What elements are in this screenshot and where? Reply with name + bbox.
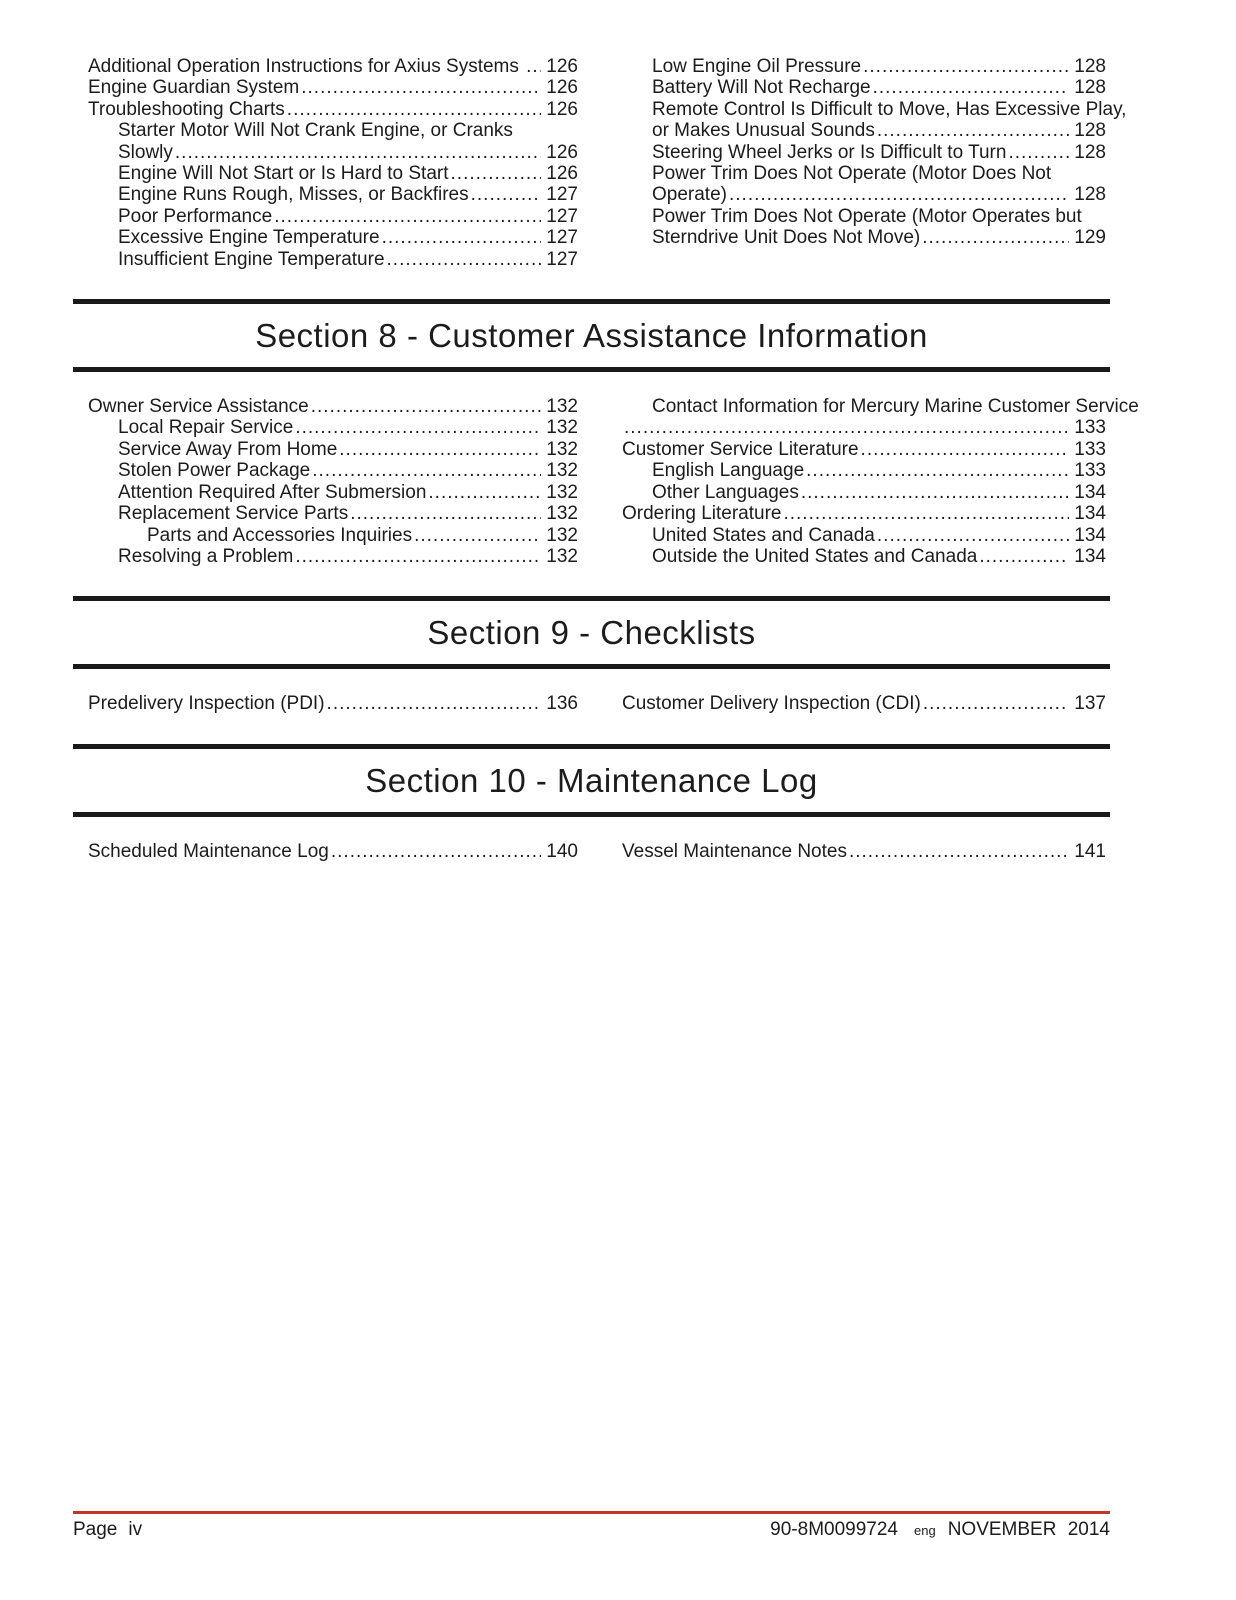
toc-entry-text: Troubleshooting Charts <box>88 98 285 120</box>
toc-entry <box>622 396 1139 439</box>
toc-entry-text: Slowly <box>118 141 173 163</box>
toc-entry-text: Local Repair Service <box>118 417 294 439</box>
toc-line <box>622 227 1106 248</box>
toc-page-number: 126 <box>546 141 578 163</box>
toc-page-number: 128 <box>1074 141 1106 163</box>
dot-leader <box>849 841 1069 862</box>
toc-entry-text: Predelivery Inspection (PDI) <box>88 693 325 715</box>
toc-page-number: 126 <box>546 56 578 77</box>
toc-entry <box>622 439 1106 460</box>
section-title: Section 8 - Customer Assistance Information <box>255 317 928 355</box>
toc-entry-text: Vessel Maintenance Notes <box>622 840 847 862</box>
toc-page-number: 133 <box>1074 460 1106 482</box>
toc-entry-text: Operate) <box>652 184 727 206</box>
dot-leader <box>861 439 1070 460</box>
toc-line <box>88 184 578 205</box>
toc-line <box>88 417 578 438</box>
toc-page-number: 134 <box>1074 481 1106 503</box>
section-10 <box>73 744 1110 862</box>
toc-block <box>73 841 1110 862</box>
toc-line <box>88 56 578 77</box>
toc-entry <box>88 417 578 438</box>
toc-entry-text: Outside the United States and Canada <box>652 545 978 567</box>
toc-page-number: 134 <box>1074 545 1106 567</box>
section-rule-bottom <box>73 664 1110 669</box>
toc-entry-text: Customer Service Literature <box>622 438 859 460</box>
toc-entry-text: Other Languages <box>652 481 799 503</box>
toc-entry-text: Insufficient Engine Temperature <box>118 248 385 270</box>
toc-entry <box>622 546 1106 567</box>
toc-line <box>88 525 578 546</box>
footer-page-label: Page <box>73 1519 118 1540</box>
toc-entry <box>88 503 578 524</box>
dot-leader <box>301 77 541 98</box>
toc-line <box>88 482 578 503</box>
toc-page-number: 128 <box>1074 184 1106 206</box>
toc-entry <box>622 206 1106 249</box>
toc-page-number: 141 <box>1074 840 1106 862</box>
dot-leader <box>979 546 1069 567</box>
toc-entry-text: Excessive Engine Temperature <box>118 227 380 249</box>
toc-entry <box>88 163 578 184</box>
toc-line <box>622 439 1106 460</box>
toc-entry <box>88 546 578 567</box>
footer-page-number: iv <box>128 1519 143 1540</box>
dot-leader <box>873 77 1070 98</box>
dot-leader <box>414 525 541 546</box>
toc-entry <box>88 77 578 98</box>
toc-entry <box>88 482 578 503</box>
toc-line <box>622 396 1139 418</box>
dot-leader <box>451 163 542 184</box>
toc-entry <box>88 120 578 163</box>
toc-line <box>622 417 1106 438</box>
dot-leader <box>312 460 541 481</box>
dot-leader <box>526 56 541 77</box>
section-title: Section 10 - Maintenance Log <box>365 761 818 799</box>
toc-page-number: 126 <box>546 98 578 120</box>
toc-entry-text: Ordering Literature <box>622 503 782 525</box>
toc-entry-text: Parts and Accessories Inquiries <box>147 524 413 546</box>
toc-line <box>622 142 1106 163</box>
footer-doc-info <box>770 1519 1110 1541</box>
toc-entry-text: Owner Service Assistance <box>88 396 309 418</box>
section-8 <box>73 299 1139 567</box>
toc-left-column <box>88 693 578 714</box>
toc-page-number: 133 <box>1074 438 1106 460</box>
toc-line <box>622 525 1106 546</box>
toc-page-number: 133 <box>1074 417 1106 439</box>
page-footer <box>73 1511 1110 1541</box>
toc-line <box>622 460 1106 481</box>
footer-date: NOVEMBER 2014 <box>947 1519 1110 1540</box>
toc-entry <box>622 56 1106 77</box>
toc-entry <box>622 77 1106 98</box>
toc-line <box>622 482 1106 503</box>
footer-page-indicator <box>73 1519 142 1541</box>
toc-line <box>88 460 578 481</box>
footer-document-number: 90-8M0099724 <box>770 1519 898 1540</box>
toc-line <box>622 163 1106 184</box>
toc-page-number: 127 <box>546 205 578 227</box>
toc-entry <box>88 460 578 481</box>
dot-leader <box>428 482 541 503</box>
toc-entry <box>88 206 578 227</box>
dot-leader <box>339 439 541 460</box>
toc-line <box>622 120 1106 141</box>
toc-line <box>622 98 1127 120</box>
toc-entry <box>88 525 578 546</box>
dot-leader <box>295 417 541 438</box>
toc-entry-text: Service Away From Home <box>118 438 338 460</box>
toc-entry-text: Additional Operation Instructions for Axius Systems <box>88 56 525 77</box>
toc-entry-text: Stolen Power Package <box>118 460 311 482</box>
toc-left-column <box>88 396 578 567</box>
toc-right-column <box>622 396 1139 567</box>
dot-leader <box>382 227 542 248</box>
dot-leader <box>923 693 1069 714</box>
dot-leader <box>471 184 542 205</box>
toc-line <box>622 206 1106 227</box>
toc-page-number: 140 <box>546 840 578 862</box>
toc-line <box>88 206 578 227</box>
toc-entry-text: United States and Canada <box>652 524 875 546</box>
toc-page-number: 137 <box>1074 693 1106 715</box>
toc-entry-text: Attention Required After Submersion <box>118 481 427 503</box>
toc-entry <box>88 99 578 120</box>
toc-entry-text: English Language <box>652 460 805 482</box>
toc-entry-text: Resolving a Problem <box>118 545 294 567</box>
toc-entry <box>88 439 578 460</box>
toc-entry-text: or Makes Unusual Sounds <box>652 120 875 142</box>
toc-entry-text: Engine Runs Rough, Misses, or Backfires <box>118 184 469 206</box>
toc-entry-text: Engine Guardian System <box>88 77 300 99</box>
toc-page-number: 126 <box>546 163 578 185</box>
toc-page-number: 127 <box>546 248 578 270</box>
dot-leader <box>331 841 541 862</box>
toc-page-number: 128 <box>1074 77 1106 99</box>
toc-page-number: 132 <box>546 417 578 439</box>
toc-page-number: 134 <box>1074 524 1106 546</box>
toc-entry-text: Starter Motor Will Not Crank Engine, or Cranks <box>118 120 513 142</box>
toc-entry-text: Engine Will Not Start or Is Hard to Start <box>118 163 449 185</box>
toc-page-number: 128 <box>1074 56 1106 77</box>
dot-leader <box>801 482 1069 503</box>
toc-entry-text: Customer Delivery Inspection (CDI) <box>622 693 921 715</box>
toc-entry-text: Replacement Service Parts <box>118 503 349 525</box>
section-rule-bottom <box>73 812 1110 817</box>
toc-line <box>622 184 1106 205</box>
toc-line <box>622 841 1106 862</box>
toc-page-number: 132 <box>546 545 578 567</box>
section-title: Section 9 - Checklists <box>427 614 756 652</box>
toc-entry <box>88 693 578 714</box>
dot-leader <box>274 206 541 227</box>
toc-entry <box>622 841 1106 862</box>
toc-block <box>73 396 1139 567</box>
toc-entry <box>88 227 578 248</box>
toc-line <box>88 227 578 248</box>
toc-continuation-block <box>73 56 1127 270</box>
toc-page-number: 132 <box>546 396 578 418</box>
toc-entry-text: Power Trim Does Not Operate (Motor Operates but <box>652 205 1082 227</box>
toc-entry-text: Sterndrive Unit Does Not Move) <box>652 227 921 249</box>
footer-text-row <box>73 1514 1110 1541</box>
toc-page-number: 132 <box>546 481 578 503</box>
dot-leader <box>287 99 542 120</box>
dot-leader <box>1008 142 1069 163</box>
toc-line <box>88 99 578 120</box>
dot-leader <box>922 227 1069 248</box>
toc-page-number: 128 <box>1074 120 1106 142</box>
dot-leader <box>877 525 1069 546</box>
toc-entry <box>622 503 1106 524</box>
section-rule-bottom <box>73 367 1110 372</box>
toc-entry <box>88 56 578 77</box>
dot-leader <box>729 184 1069 205</box>
toc-line <box>88 120 578 141</box>
toc-line <box>88 503 578 524</box>
toc-block <box>73 693 1110 714</box>
toc-left-column <box>88 841 578 862</box>
toc-page-number: 127 <box>546 227 578 249</box>
dot-leader <box>175 142 541 163</box>
toc-right-column <box>622 693 1106 714</box>
toc-line <box>622 546 1106 567</box>
toc-entry <box>88 249 578 270</box>
toc-entry-text: Contact Information for Mercury Marine Customer Service <box>652 396 1139 418</box>
toc-page-number: 132 <box>546 438 578 460</box>
toc-entry <box>622 482 1106 503</box>
toc-page-number: 136 <box>546 693 578 715</box>
toc-entry-text: Power Trim Does Not Operate (Motor Does Not <box>652 163 1052 185</box>
dot-leader <box>806 460 1069 481</box>
toc-page-number: 129 <box>1074 227 1106 249</box>
dot-leader <box>863 56 1069 77</box>
toc-page-number: 126 <box>546 77 578 99</box>
dot-leader <box>311 396 542 417</box>
toc-line <box>622 77 1106 98</box>
toc-line <box>622 503 1106 524</box>
toc-line <box>88 396 578 417</box>
toc-page-number: 132 <box>546 524 578 546</box>
dot-leader <box>327 693 542 714</box>
toc-entry <box>622 460 1106 481</box>
toc-right-column <box>622 841 1106 862</box>
toc-line <box>88 249 578 270</box>
dot-leader <box>295 546 541 567</box>
toc-entry-text: Steering Wheel Jerks or Is Difficult to Turn <box>652 141 1007 163</box>
toc-line <box>88 546 578 567</box>
toc-page-number: 134 <box>1074 503 1106 525</box>
dot-leader <box>783 503 1069 524</box>
toc-entry <box>622 142 1106 163</box>
toc-left-column <box>88 56 578 270</box>
toc-line <box>88 693 578 714</box>
toc-page-number: 132 <box>546 503 578 525</box>
toc-entry <box>622 98 1127 142</box>
dot-leader <box>877 120 1069 141</box>
toc-page-number: 127 <box>546 184 578 206</box>
toc-entry-text: Poor Performance <box>118 205 273 227</box>
dot-leader <box>387 249 542 270</box>
toc-entry-text: Low Engine Oil Pressure <box>652 56 862 77</box>
toc-line <box>88 841 578 862</box>
toc-entry-text: Remote Control Is Difficult to Move, Has Excessive Play, <box>652 98 1127 120</box>
toc-line <box>88 142 578 163</box>
toc-entry <box>622 163 1106 206</box>
toc-line <box>88 439 578 460</box>
toc-entry <box>88 396 578 417</box>
toc-entry-text: Scheduled Maintenance Log <box>88 840 329 862</box>
toc-entry-text: Battery Will Not Recharge <box>652 77 871 99</box>
dot-leader <box>350 503 541 524</box>
footer-language-code: eng <box>914 1523 936 1538</box>
toc-entry <box>88 184 578 205</box>
toc-right-column <box>622 56 1127 249</box>
toc-line <box>622 56 1106 77</box>
toc-line <box>622 693 1106 714</box>
toc-entry <box>88 841 578 862</box>
toc-line <box>88 77 578 98</box>
section-9 <box>73 596 1110 714</box>
toc-entry <box>622 693 1106 714</box>
toc-entry <box>622 525 1106 546</box>
dot-leader <box>624 417 1069 438</box>
toc-page-number: 132 <box>546 460 578 482</box>
toc-line <box>88 163 578 184</box>
